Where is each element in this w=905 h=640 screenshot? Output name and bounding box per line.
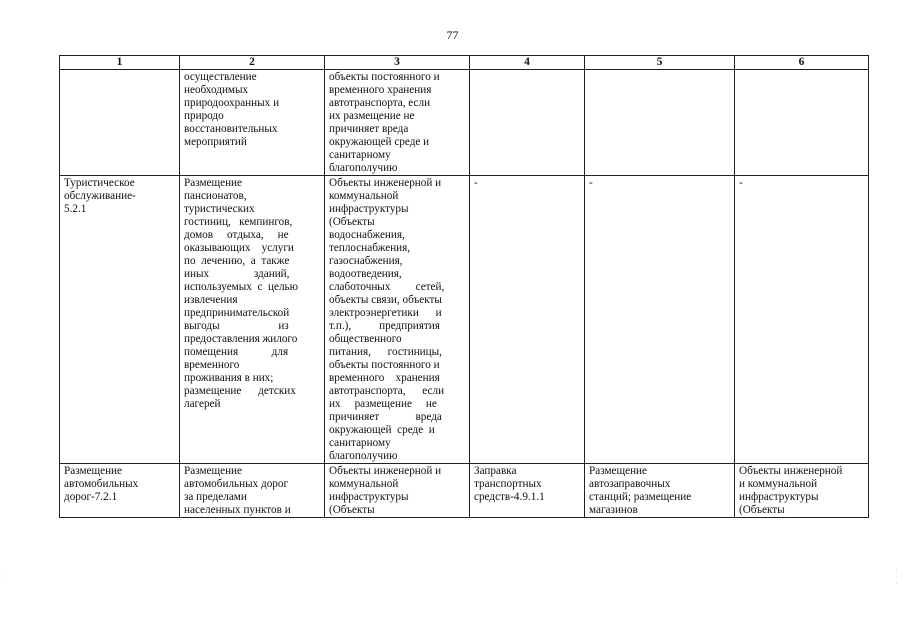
table-cell: Размещение пансионатов, туристических гостиниц, кемпингов, домов отдыха, не оказывающих услуги по лечению, а также иных зданий, используемых с целью извлечения предпринимательской выгоды из предоставления жилого помещения для временного проживания в них; размещение детских лагерей — [180, 176, 325, 464]
table-cell: осуществление необходимых природоохранных и природо восстановительных мероприятий — [180, 70, 325, 176]
table-cell — [735, 70, 869, 176]
column-header: 6 — [735, 56, 869, 70]
table-row — [60, 176, 869, 464]
table-cell: Объекты инженерной и коммунальной инфраструктуры (Объекты — [325, 464, 470, 518]
table-cell: Размещение автозаправочных станций; размещение магазинов — [585, 464, 735, 518]
scan-artifact-right: : · : — [896, 568, 898, 586]
table-cell: Туристическое обслуживание- 5.2.1 — [60, 176, 180, 464]
land-use-table — [59, 55, 869, 518]
table-cell: Размещение автомобильных дорог за пределами населенных пунктов и — [180, 464, 325, 518]
table-cell: - — [470, 176, 585, 464]
column-header: 5 — [585, 56, 735, 70]
column-header: 4 — [470, 56, 585, 70]
table-cell: Объекты инженерной и коммунальной инфраструктуры (Объекты водоснабжения, теплоснабжения, газоснабжения, водоотведения, слаботочных сетей, объекты связи, объекты электроэнергетики и т.п.), предприятия общественного питания, гостиницы, объекты постоянного и временного хранения автотранспорта, если их размещение не причиняет вреда окружающей среде и санитарному благополучию — [325, 176, 470, 464]
page-number: 77 — [446, 28, 459, 42]
table-cell — [470, 70, 585, 176]
table-header-row — [60, 56, 869, 70]
table-row — [60, 70, 869, 176]
table-cell: объекты постоянного и временного хранения автотранспорта, если их размещение не причиняет вреда окружающей среде и санитарному благополучию — [325, 70, 470, 176]
table-cell: Заправка транспортных средств-4.9.1.1 — [470, 464, 585, 518]
column-header: 3 — [325, 56, 470, 70]
column-header: 2 — [180, 56, 325, 70]
scan-artifact-left: · · — [4, 572, 6, 584]
table-cell: Размещение автомобильных дорог-7.2.1 — [60, 464, 180, 518]
table-cell — [60, 70, 180, 176]
column-header: 1 — [60, 56, 180, 70]
table-cell: Объекты инженерной и коммунальной инфраструктуры (Объекты — [735, 464, 869, 518]
table-row — [60, 464, 869, 518]
table-cell: - — [735, 176, 869, 464]
table-cell — [585, 70, 735, 176]
table-cell: - — [585, 176, 735, 464]
